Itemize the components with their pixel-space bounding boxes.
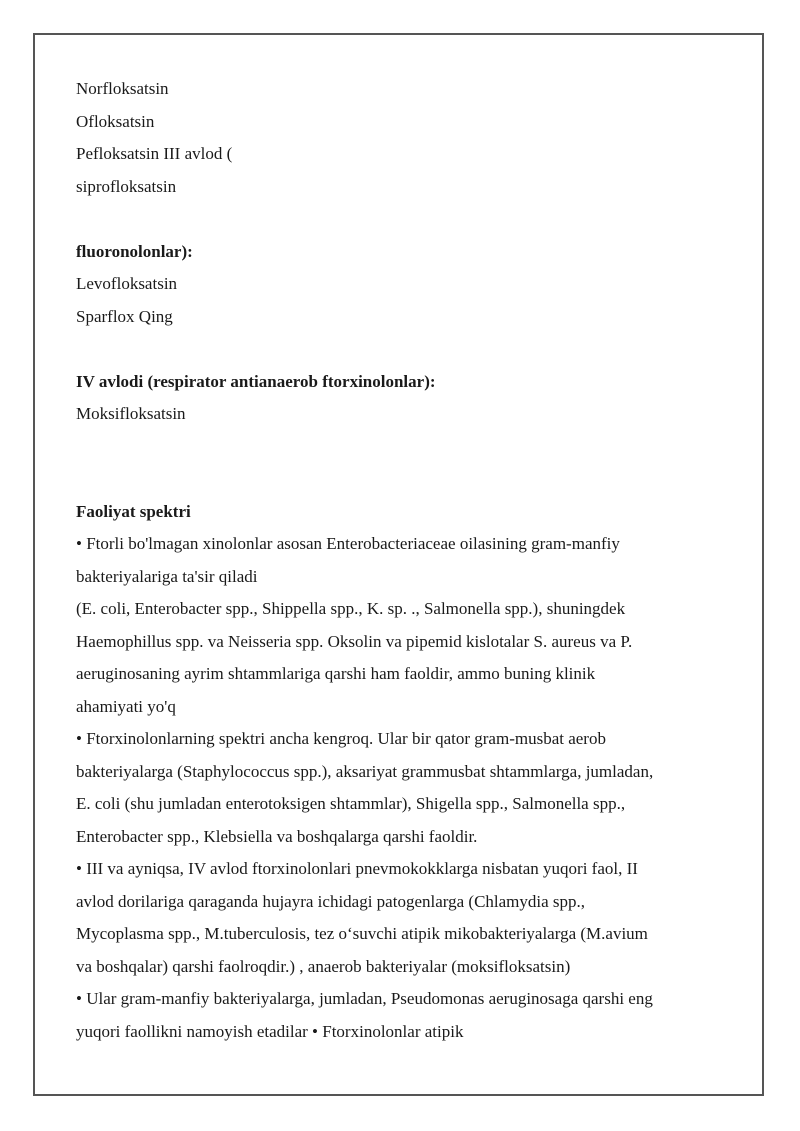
- drug-name: Norfloksatsin: [76, 79, 169, 98]
- body-text-line: (E. coli, Enterobacter spp., Shippella spp., K. sp. ., Salmonella spp.), shuningdek: [76, 599, 626, 618]
- drug-name: Moksifloksatsin: [76, 404, 186, 423]
- body-text-line: bakteriyalarga (Staphylococcus spp.), aksariyat grammusbat shtammlarga, jumladan,: [76, 761, 654, 781]
- body-text-line: • III va ayniqsa, IV avlod ftorxinolonlari pnevmokokklarga nisbatan yuqori faol, II: [76, 859, 638, 878]
- body-text-line: aeruginosaning ayrim shtammlariga qarshi ham faoldir, ammo buning klinik: [76, 664, 596, 683]
- body-text-line: • Ftorli bo'lmagan xinolonlar asosan Enterobacteriaceae oilasining gram-manfiy: [76, 534, 620, 553]
- paragraph-spacer: [76, 431, 726, 496]
- body-text-line: va boshqalar) qarshi faolroqdir.) , anaerob bakteriyalar (moksifloksatsin): [76, 956, 571, 976]
- paragraph-spacer: [76, 203, 726, 236]
- section-heading: fluoronolonlar):: [76, 241, 193, 261]
- body-text-line: ahamiyati yo'q: [76, 696, 176, 716]
- activity-spectrum-section: [76, 496, 726, 1049]
- drug-name: Pefloksatsin III avlod (: [76, 144, 233, 163]
- body-text-line: Haemophillus spp. va Neisseria spp. Oksolin va pipemid kislotalar S. aureus va P.: [76, 631, 633, 651]
- body-text-line: • Ftorxinolonlarning spektri ancha kengroq. Ular bir qator gram-musbat aerob: [76, 729, 606, 748]
- section-heading: IV avlodi (respirator antianaerob ftorxinolonlar):: [76, 371, 436, 391]
- drug-list-generation-2: [76, 73, 726, 203]
- drug-name: Ofloksatsin: [76, 111, 155, 131]
- section-heading: Faoliyat spektri: [76, 501, 191, 521]
- body-text-line: avlod dorilariga qaraganda hujayra ichidagi patogenlarga (Chlamydia spp.,: [76, 891, 586, 911]
- drug-list-generation-4: [76, 366, 726, 431]
- drug-list-generation-3: [76, 236, 726, 334]
- drug-name: Sparflox Qing: [76, 306, 173, 326]
- document-body: [76, 73, 726, 1048]
- body-text-line: • Ular gram-manfiy bakteriyalarga, jumladan, Pseudomonas aeruginosaga qarshi eng: [76, 989, 653, 1008]
- drug-name: Levofloksatsin: [76, 274, 178, 293]
- drug-name: siprofloksatsin: [76, 176, 177, 196]
- paragraph-spacer: [76, 333, 726, 366]
- body-text-line: bakteriyalariga ta'sir qiladi: [76, 566, 258, 586]
- body-text-line: yuqori faollikni namoyish etadilar • Ftorxinolonlar atipik: [76, 1021, 464, 1041]
- body-text-line: Mycoplasma spp., M.tuberculosis, tez o‘suvchi atipik mikobakteriyalarga (M.avium: [76, 924, 648, 943]
- body-text-line: Enterobacter spp., Klebsiella va boshqalarga qarshi faoldir.: [76, 826, 478, 846]
- body-text-line: E. coli (shu jumladan enterotoksigen shtammlar), Shigella spp., Salmonella spp.,: [76, 794, 626, 813]
